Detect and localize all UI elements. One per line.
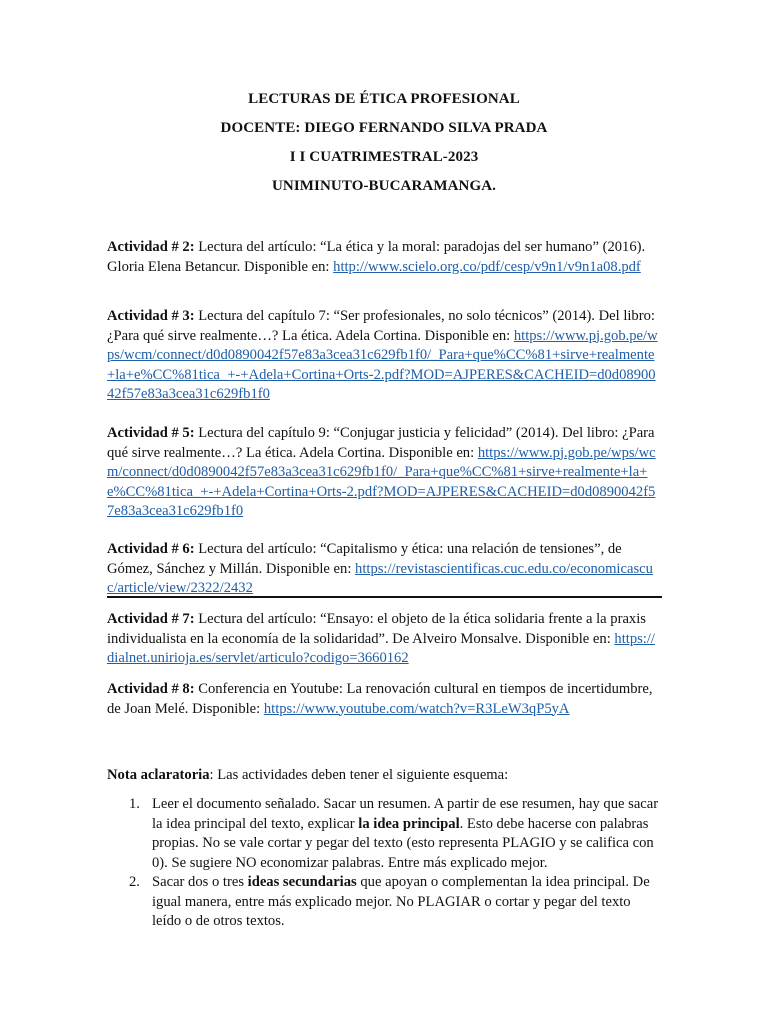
activity-text: Lectura del artículo: “La ética y la moral: paradojas del ser humano” (2016). Gloria Elena Betancur. Disponible en: [107,239,646,275]
note-text: : Las actividades deben tener el siguiente esquema: [209,767,509,783]
term-line: I I CUATRIMESTRAL-2023 [289,149,479,165]
activity-link[interactable]: https://www.pj.gob.pe/wps/wcm/connect/d0d0890042f57e83a3cea31c629fb1f0/_Para+que%CC%81+sirve+realmente+la+e%CC%81tica_+-+Adela+Cortina+Orts-2.pdf?MOD=AJPERES&CACHEID=d0d0890042f57e83a3cea31c629fb1f0 [107,327,658,402]
list-item [107,873,660,932]
activity-text: Conferencia en Youtube: La renovación cultural en tiempos de incertidumbre, de Joan Melé. Disponible: [107,681,653,717]
activity-2 [107,238,660,277]
activity-label: Actividad # 6: [107,541,195,557]
activity-link[interactable]: https://dialnet.unirioja.es/servlet/articulo?codigo=3660162 [107,630,655,666]
list-item-text: Leer el documento señalado. Sacar un resumen. A partir de ese resumen, hay que sacar la idea principal del texto, explicar [152,796,659,832]
activity-3 [107,307,660,405]
section-divider [107,596,662,598]
list-item-bold: la idea principal [358,815,460,832]
list-item-text: que apoyan o complementan la idea principal. De igual manera, entre más explicado mejor. No PLAGIAR o cortar y pegar del texto leído o de otros textos. [152,874,650,929]
instructions-list [107,795,660,932]
list-item-text: Sacar dos o tres [152,874,248,890]
activity-6 [107,540,660,599]
activity-7 [107,610,660,669]
activity-8 [107,680,660,719]
activity-label: Actividad # 5: [107,425,195,441]
activity-link[interactable]: http://www.scielo.org.co/pdf/cesp/v9n1/v9n1a08.pdf [333,258,641,275]
activity-text: Lectura del artículo: “Capitalismo y ética: una relación de tensiones”, de Gómez, Sánchez y Millán. Disponible en: [107,541,622,577]
activity-label: Actividad # 8: [107,681,195,697]
document-header [0,89,768,205]
note-label: Nota aclaratoria [107,767,210,783]
activity-link[interactable]: https://revistascientificas.cuc.edu.co/economicascuc/article/view/2322/2432 [107,560,653,596]
list-item-number: 1. [129,796,140,812]
activity-link[interactable]: https://www.youtube.com/watch?v=R3LeW3qP5yA [263,700,570,717]
list-item-number: 2. [129,874,140,890]
title: LECTURAS DE ÉTICA PROFESIONAL [248,91,520,107]
activity-text: Lectura del capítulo 9: “Conjugar justicia y felicidad” (2014). Del libro: ¿Para qué sirve realmente…? La ética. Adela Cortina. Disponible en: [107,425,655,461]
activity-text: Lectura del capítulo 7: “Ser profesionales, no solo técnicos” (2014). Del libro: ¿Para qué sirve realmente…? La ética. Adela Cortina. Disponible en: [107,308,655,344]
activity-label: Actividad # 3: [107,308,195,324]
activity-5 [107,424,660,522]
list-item-bold: ideas secundarias [247,874,357,890]
teacher-line: DOCENTE: DIEGO FERNANDO SILVA PRADA [220,120,548,136]
activity-link[interactable]: https://www.pj.gob.pe/wps/wcm/connect/d0d0890042f57e83a3cea31c629fb1f0/_Para+que%CC%81+sirve+realmente+la+e%CC%81tica_+-+Adela+Cortina+Orts-2.pdf?MOD=AJPERES&CACHEID=d0d0890042f57e83a3cea31c629fb1f0 [107,444,656,519]
list-item [107,795,660,873]
activity-label: Actividad # 7: [107,611,195,627]
clarifying-note [107,766,660,786]
institution-line: UNIMINUTO-BUCARAMANGA. [272,178,496,194]
list-item-text: . Esto debe hacerse con palabras propias. No se vale cortar y pegar del texto (esto representa PLAGIO y se califica con 0). Se sugiere NO economizar palabras. Entre más explicado mejor. [152,815,654,871]
activity-text: Lectura del artículo: “Ensayo: el objeto de la ética solidaria frente a la praxis individualista en la economía de la solidaridad”. De Alveiro Monsalve. Disponible en: [107,611,646,647]
activity-label: Actividad # 2: [107,239,195,255]
